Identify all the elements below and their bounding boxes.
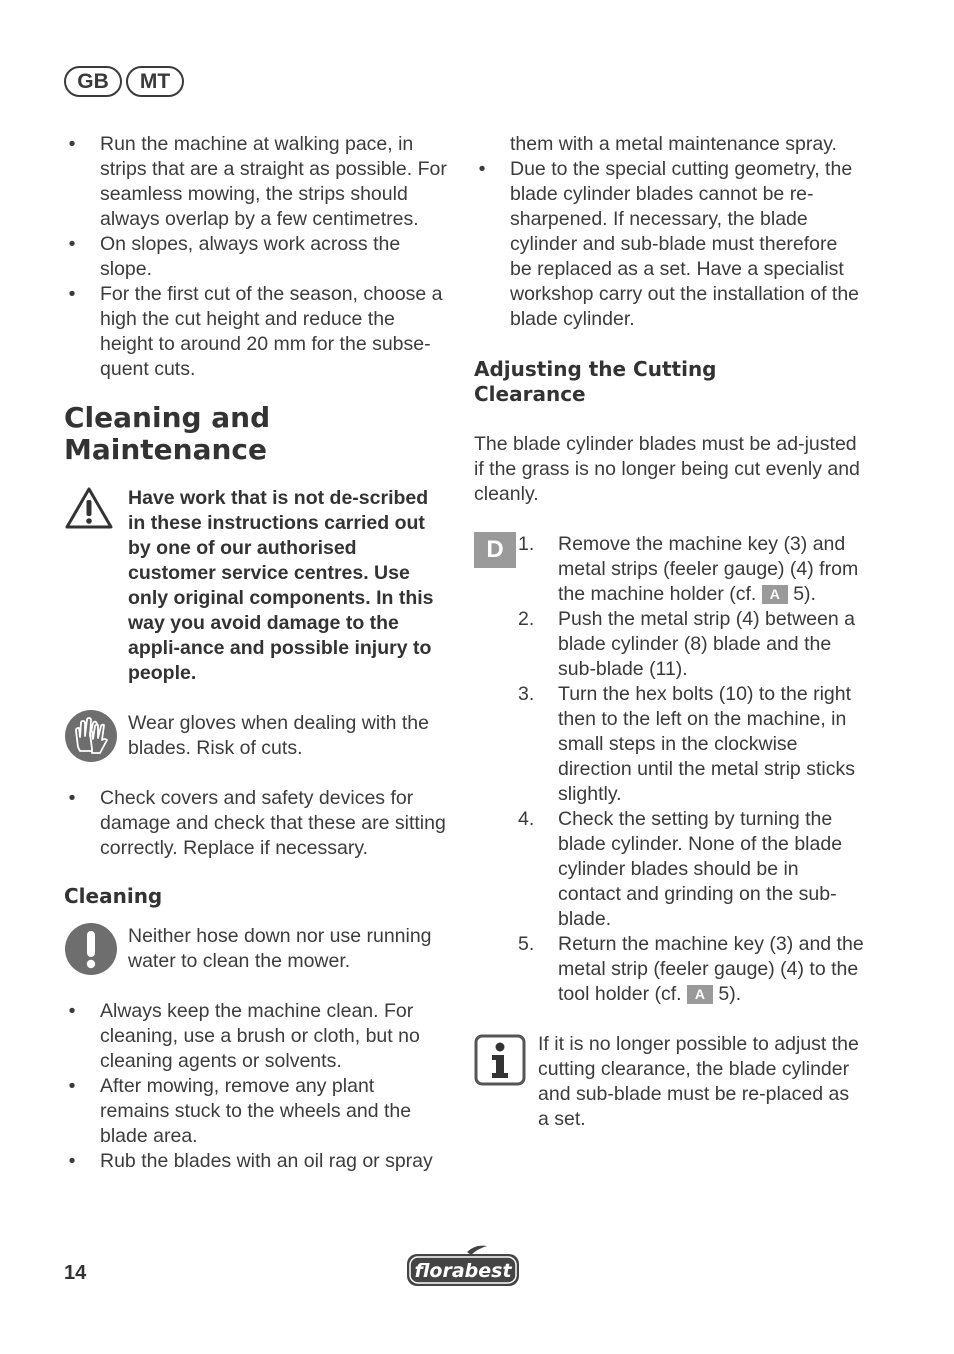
figure-a-tag: A [687,985,713,1004]
gloves-icon [64,709,118,770]
list-item: • For the first cut of the season, choose a high the cut height and reduce the height to around 20 mm for the subse-quent cuts. [68,283,443,380]
language-badge-gb: GB [64,66,122,97]
step-item: 5. Return the machine key (3) and the metal strip (feeler gauge) (4) to the tool holder (cf. A 5). [518,933,864,1005]
info-notice [474,1032,864,1132]
step-item: 4. Check the setting by turning the blade cylinder. None of the blade cylinder blades should be in contact and grinding on the sub-blade. [518,808,843,930]
figure-d-badge: D [474,532,516,568]
info-icon [474,1034,526,1093]
caution-notice [64,924,448,974]
list-item: • Always keep the machine clean. For cleaning, use a brush or cloth, but no cleaning agents or solvents. [68,1000,420,1072]
florabest-logo [405,1244,521,1295]
cleaning-list [64,999,448,1174]
adjust-steps-block [474,532,864,1007]
figure-a-tag: A [762,585,788,604]
warning-text: Have work that is not de-scribed in these instructions carried out by one of our authorised customer service centres. Use only original components. In this way you avoid damage to the appli-ance and possible injury to people. [128,487,434,684]
list-item: • Rub the blades with an oil rag or spray [68,1150,433,1172]
info-text: If it is no longer possible to adjust the cutting clearance, the blade cylinder and sub-blade must be re-placed as a set. [538,1033,859,1130]
language-badges [64,66,184,97]
page-number: 14 [64,1262,87,1284]
left-column [64,132,448,1174]
caution-text: Neither hose down nor use running water to clean the mower. [128,925,432,972]
mowing-tips-list [64,132,448,382]
cleaning-heading: Cleaning [64,884,163,908]
list-item-continued: them with a metal maintenance spray. [510,133,837,155]
list-item: • On slopes, always work across the slope. [68,233,401,280]
exclamation-icon [64,922,118,983]
right-column [474,132,864,1132]
section-title-cleaning-maintenance: Cleaning and Maintenance [64,401,271,466]
logo-text: florabest [414,1260,512,1282]
step-item: 3. Turn the hex bolts (10) to the right then to the left on the machine, in small steps in the clockwise direction until the metal strip sticks slightly. [518,683,855,805]
adjust-steps [474,532,864,1007]
list-item: • Check covers and safety devices for damage and check that these are sitting correctly. Replace if necessary. [68,787,446,859]
step-item: 1. Remove the machine key (3) and metal strips (feeler gauge) (4) from the machine holder (cf. A 5). [518,533,859,605]
check-list [64,786,448,861]
list-item: • After mowing, remove any plant remains stuck to the wheels and the blade area. [68,1075,412,1147]
language-badge-mt: MT [126,66,184,97]
list-item: • Due to the special cutting geometry, the blade cylinder blades cannot be re-sharpened. If necessary, the blade cylinder and sub-blade must therefore be replaced as a set. Have a specialist workshop carry out the installation of the blade cylinder. [478,158,860,330]
gloves-notice [64,711,448,761]
warning-notice [64,486,448,686]
list-item: • Run the machine at walking pace, in strips that are a straight as possible. For seamless mowing, the strips should always overlap by a few centimetres. [68,133,447,230]
adjusting-heading: Adjusting the Cutting Clearance [474,357,717,406]
step-item: 2. Push the metal strip (4) between a blade cylinder (8) blade and the sub-blade (11). [518,608,855,680]
gloves-text: Wear gloves when dealing with the blades. Risk of cuts. [128,712,429,759]
warning-triangle-icon [64,486,114,535]
adjust-intro: The blade cylinder blades must be ad-justed if the grass is no longer being cut evenly and cleanly. [474,433,860,505]
maintenance-list [474,132,864,332]
